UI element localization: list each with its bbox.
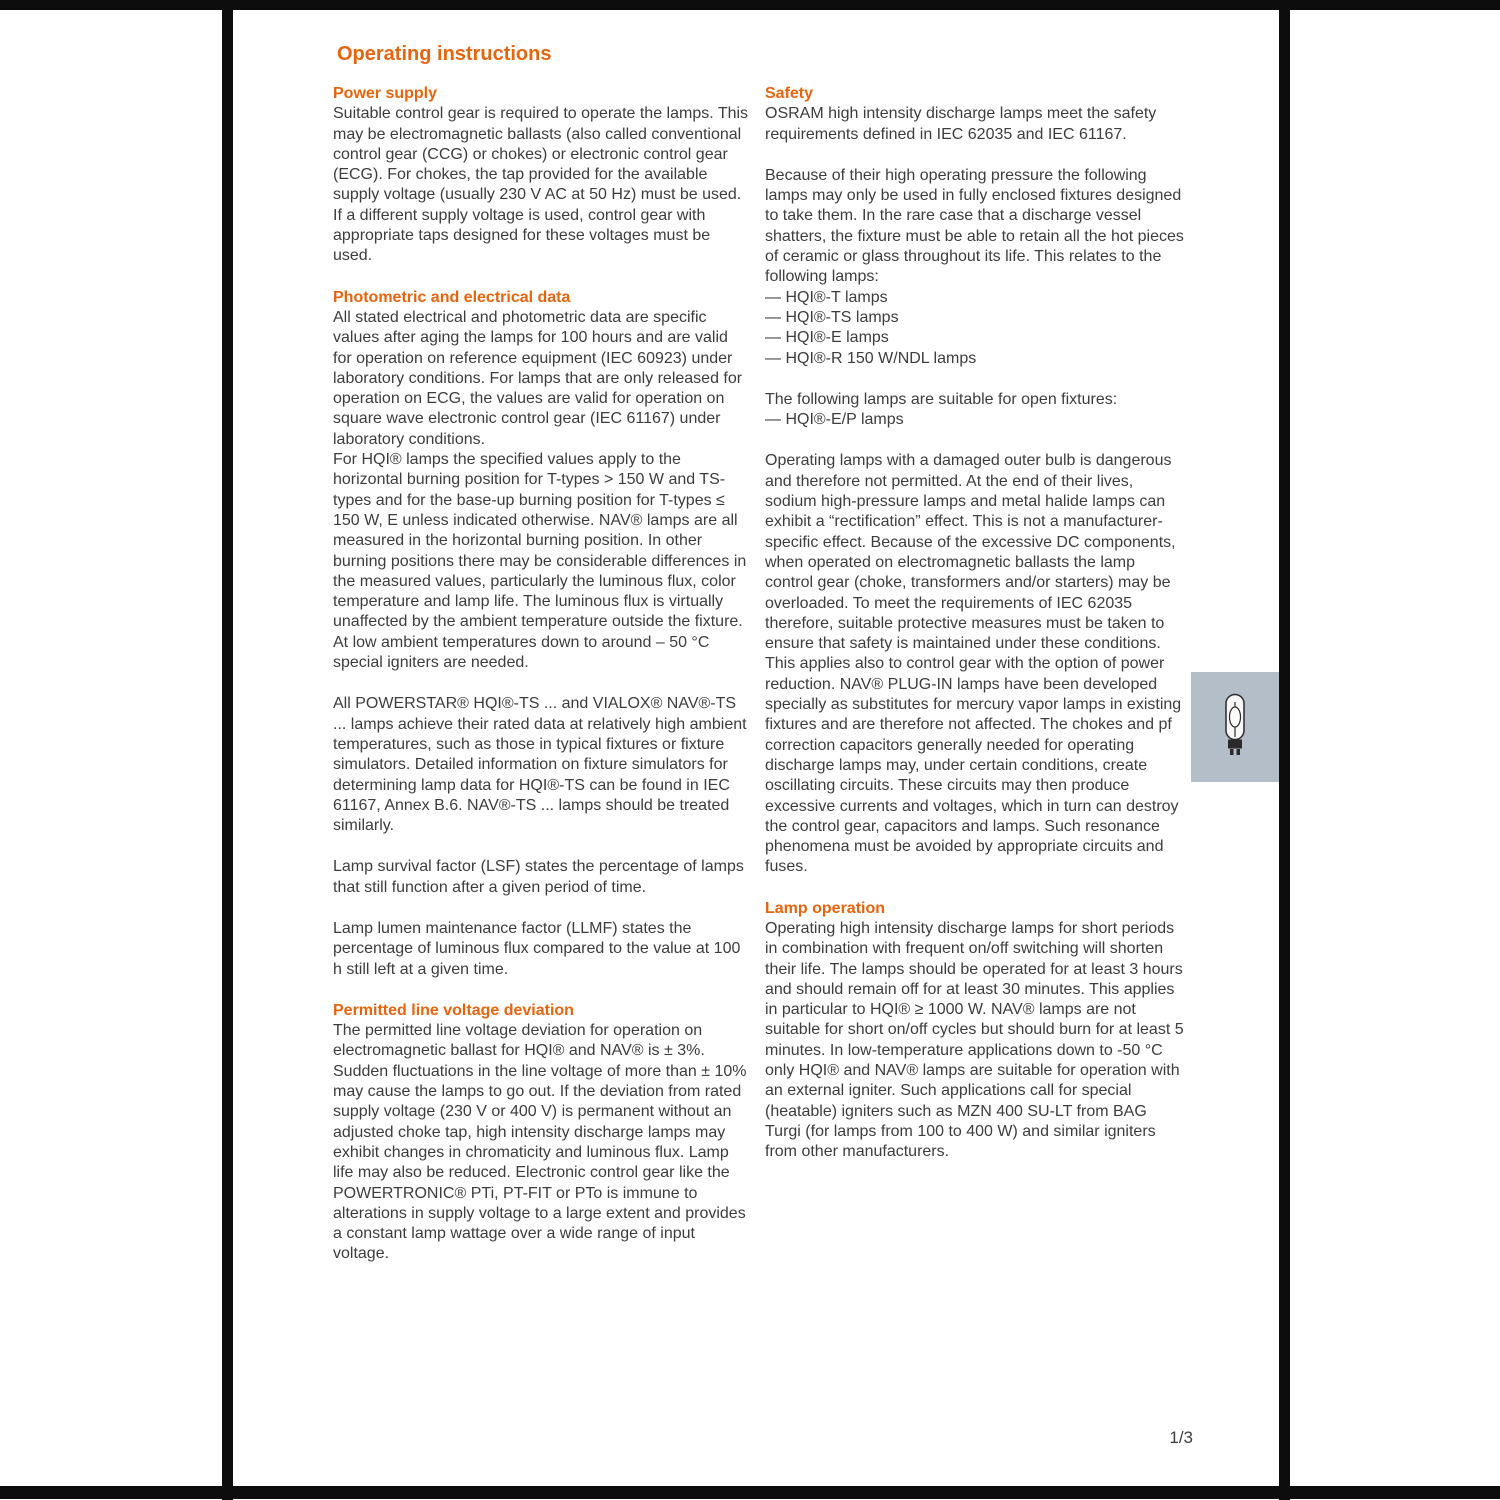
list-item: — HQI®-R 150 W/NDL lamps	[765, 349, 977, 367]
paragraph: Suitable control gear is required to operate the lamps. This may be electromagnetic ballasts (also called conventional control gear (CCG) or chokes) or electronic control gear (ECG). For chokes, the tap provided for the available supply voltage (usually 230 V AC at 50 Hz) must be used. If a different supply voltage is used, control gear with appropriate taps designed for these voltages must be used.	[333, 105, 749, 265]
section-heading-lamp-operation: Lamp operation	[765, 899, 886, 917]
section-heading-power-supply: Power supply	[333, 85, 438, 102]
paragraph: For HQI® lamps the specified values apply to the horizontal burning position for T-types > 150 W and TS-types and for the base-up burning position for T-types ≤ 150 W, E unless indicated otherwise. NAV® lamps are all measured in the horizontal burning position. In other burning positions there may be considerable differences in the measured values, particularly the luminous flux, color temperature and lamp life. The luminous flux is virtually unaffected by the ambient temperature outside the fixture. At low ambient temperatures down to around – 50 °C special igniters are needed.	[333, 451, 747, 672]
section-heading-safety: Safety	[765, 85, 814, 102]
paragraph: The permitted line voltage deviation for operation on electromagnetic ballast for HQI® and NAV® is ± 3%. Sudden fluctuations in the line voltage of more than ± 10% may cause the lamps to go out. If the deviation from rated supply voltage (230 V or 400 V) is permanent without an adjusted choke tap, high intensity discharge lamps may exhibit changes in chromaticity and luminous flux. Lamp life may also be reduced. Electronic control gear like the POWERTRONIC® PTi, PT-FIT or PTo is immune to alterations in supply voltage to a large extent and provides a constant lamp wattage over a wide range of input voltage.	[333, 1022, 747, 1263]
right-column	[765, 84, 1185, 1163]
page-number: 1/3	[1169, 1428, 1193, 1447]
list-item: — HQI®-T lamps	[765, 288, 888, 306]
left-column	[333, 84, 749, 1265]
paragraph: All stated electrical and photometric data are specific values after aging the lamps for 100 hours and are valid for operation on reference equipment (IEC 60923) under laboratory conditions. For lamps that are only released for operation on ECG, the values are valid for operation on square wave electronic control gear (IEC 61167) under laboratory conditions.	[333, 308, 743, 448]
page-border-right	[1279, 0, 1290, 1500]
paragraph: All POWERSTAR® HQI®-TS ... and VIALOX® NAV®-TS ... lamps achieve their rated data at relatively high ambient temperatures, such as those in typical fixtures or fixture simulators. Detailed information on fixture simulators for determining lamp data for HQI®-TS can be found in IEC 61167, Annex B.6. NAV®-TS ... lamps should be treated similarly.	[333, 695, 747, 835]
paragraph: Because of their high operating pressure the following lamps may only be used in fully enclosed fixtures designed to take them. In the rare case that a discharge vessel shatters, the fixture must be able to retain all the hot pieces of ceramic or glass throughout its life. This relates to the following lamps:	[765, 166, 1184, 286]
list-item: — HQI®-TS lamps	[765, 308, 899, 326]
paragraph: Lamp survival factor (LSF) states the percentage of lamps that still function after a given period of time.	[333, 858, 744, 896]
section-heading-line-voltage-deviation: Permitted line voltage deviation	[333, 1001, 574, 1019]
paragraph: Operating lamps with a damaged outer bulb is dangerous and therefore not permitted. At the end of their lives, sodium high-pressure lamps and metal halide lamps can exhibit a “rectification” effect. This is not a manufacturerspecific effect. Because of the excessive DC components, when operated on electromagnetic ballasts the lamp control gear (choke, transformers and/or starters) may be overloaded. To meet the requirements of IEC 62035 therefore, suitable protective measures must be taken to ensure that safety is maintained under these conditions. This applies also to control gear with the option of power reduction. NAV® PLUG-IN lamps have been developed specially as substitutes for mercury vapor lamps in existing fixtures and are therefore not affected. The chokes and pf correction capacitors generally needed for operating discharge lamps may, under certain conditions, create oscillating circuits. These circuits may then produce excessive currents and voltages, which in turn can destroy the control gear, capacitors and lamps. Such resonance phenomena must be avoided by appropriate circuits and fuses.	[765, 452, 1182, 876]
page-border-left	[222, 0, 233, 1500]
lamp-type-side-tab	[1191, 672, 1279, 782]
paragraph: The following lamps are suitable for open fixtures:	[765, 390, 1118, 408]
paragraph: Operating high intensity discharge lamps for short periods in combination with frequent on/off switching will shorten their life. The lamps should be operated for at least 3 hours and should remain off for at least 30 minutes. This applies in particular to HQI® ≥ 1000 W. NAV® lamps are not suitable for short on/off cycles but should burn for at least 5 minutes. In low-temperature applications down to -50 °C only HQI® and NAV® lamps are suitable for operation with an external igniter. Such applications call for special (heatable) igniters such as MZN 400 SU-LT from BAG Turgi (for lamps from 100 to 400 W) and similar igniters from other manufacturers.	[765, 919, 1184, 1161]
section-heading-photometric-data: Photometric and electrical data	[333, 288, 571, 306]
paragraph: OSRAM high intensity discharge lamps meet the safety requirements defined in IEC 62035 and IEC 61167.	[765, 105, 1157, 143]
list-item: — HQI®-E/P lamps	[765, 411, 904, 429]
page-title: Operating instructions	[337, 43, 552, 65]
list-item: — HQI®-E lamps	[765, 329, 889, 347]
paragraph: Lamp lumen maintenance factor (LLMF) states the percentage of luminous flux compared to the value at 100 h still left at a given time.	[333, 919, 741, 978]
discharge-lamp-icon	[1217, 693, 1253, 761]
